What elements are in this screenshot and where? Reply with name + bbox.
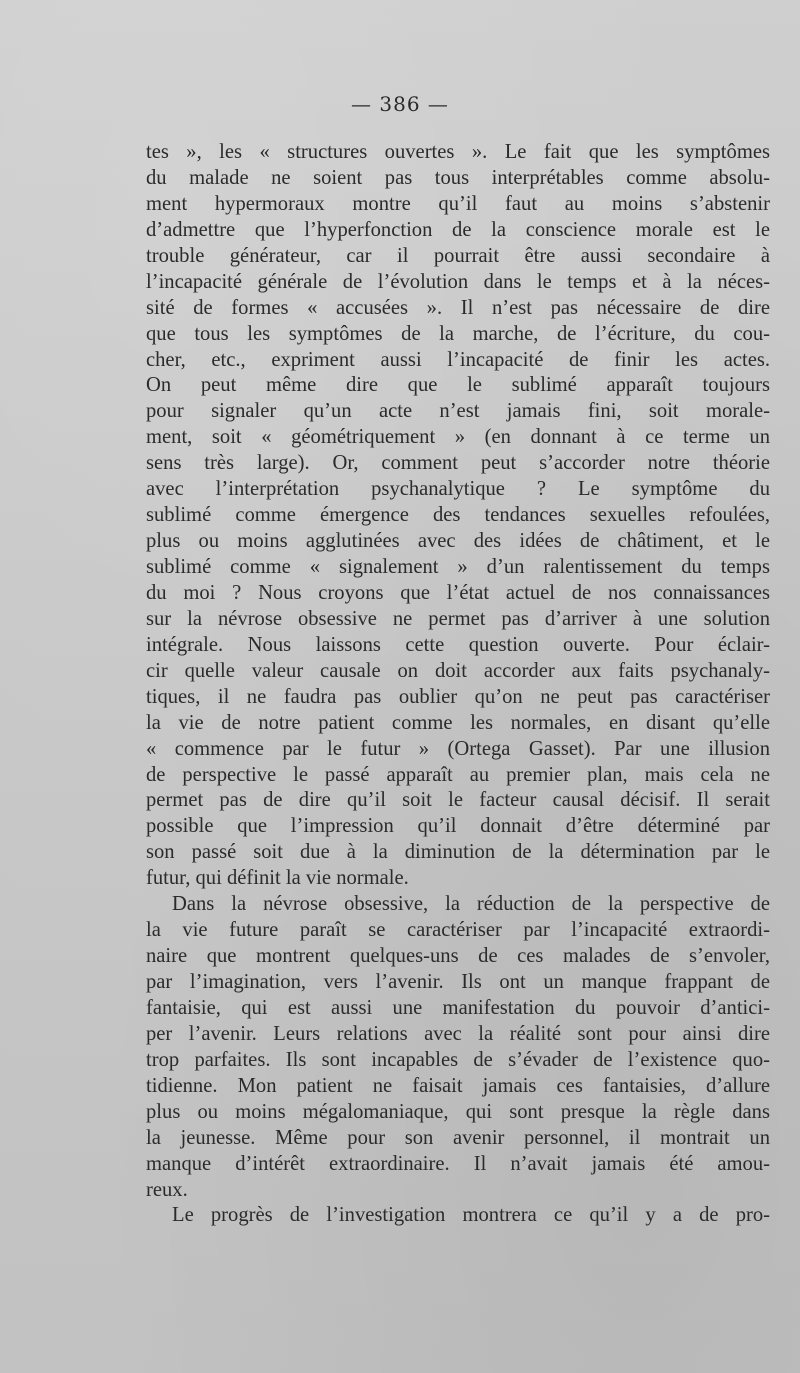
text-line: la vie future paraît se caractériser par l’incapacité extraordi- (146, 919, 770, 942)
text-line: de perspective le passé apparaît au premier plan, mais cela ne (146, 763, 770, 786)
text-line: per l’avenir. Leurs relations avec la réalité sont pour ainsi dire (146, 1022, 770, 1045)
text-line: cher, etc., expriment aussi l’incapacité de finir les actes. (146, 348, 770, 371)
text-line: sité de formes « accusées ». Il n’est pas nécessaire de dire (146, 296, 770, 319)
text-line: sur la névrose obsessive ne permet pas d’arriver à une solution (146, 607, 770, 630)
text-line: la vie de notre patient comme les normales, en disant qu’elle (146, 711, 770, 734)
text-line: la jeunesse. Même pour son avenir personnel, il montrait un (146, 1126, 770, 1149)
text-line: On peut même dire que le sublimé apparaît toujours (146, 374, 770, 397)
text-line: plus ou moins agglutinées avec des idées de châtiment, et le (146, 530, 770, 553)
text-line: plus ou moins mégalomaniaque, qui sont presque la règle dans (146, 1100, 770, 1123)
text-line: trouble générateur, car il pourrait être aussi secondaire à (146, 244, 770, 267)
body-text (146, 140, 770, 1229)
text-line: du malade ne soient pas tous interprétables comme absolu- (146, 166, 770, 189)
text-line: « commence par le futur » (Ortega Gasset). Par une illusion (146, 737, 770, 760)
text-line: Dans la névrose obsessive, la réduction de la perspective de (172, 893, 770, 916)
text-line: fantaisie, qui est aussi une manifestation du pouvoir d’antici- (146, 996, 770, 1019)
text-line: ment, soit « géométriquement » (en donnant à ce terme un (146, 426, 770, 449)
text-line: son passé soit due à la diminution de la détermination par le (146, 841, 770, 864)
text-line: naire que montrent quelques-uns de ces malades de s’envoler, (146, 945, 770, 968)
text-line: sens très large). Or, comment peut s’accorder notre théorie (146, 452, 770, 475)
text-line: intégrale. Nous laissons cette question ouverte. Pour éclair- (146, 633, 770, 656)
paragraph-1 (146, 140, 770, 892)
paragraph-3 (146, 1203, 770, 1229)
text-line: ment hypermoraux montre qu’il faut au moins s’abstenir (146, 192, 770, 215)
page-number: — 386 — (351, 92, 449, 116)
text-line: tiques, il ne faudra pas oublier qu’on ne peut pas caractériser (146, 685, 770, 708)
text-line: sublimé comme émergence des tendances sexuelles refoulées, (146, 504, 770, 527)
text-line: l’incapacité générale de l’évolution dans le temps et à la néces- (146, 270, 770, 293)
text-line: manque d’intérêt extraordinaire. Il n’avait jamais été amou- (146, 1152, 770, 1175)
text-line: permet pas de dire qu’il soit le facteur causal décisif. Il serait (146, 789, 770, 812)
text-line: futur, qui définit la vie normale. (146, 867, 409, 890)
text-line: sublimé comme « signalement » d’un ralentissement du temps (146, 556, 770, 578)
text-line: tidienne. Mon patient ne faisait jamais ces fantaisies, d’allure (146, 1074, 770, 1097)
text-line: reux. (146, 1178, 188, 1201)
text-line: que tous les symptômes de la marche, de l’écriture, du cou- (146, 322, 770, 345)
text-line: Le progrès de l’investigation montrera ce qu’il y a de pro- (172, 1204, 770, 1227)
text-line: cir quelle valeur causale on doit accorder aux faits psychanaly- (146, 659, 770, 682)
text-line: par l’imagination, vers l’avenir. Ils ont un manque frappant de (146, 971, 770, 993)
text-line: possible que l’impression qu’il donnait d’être déterminé par (146, 815, 770, 838)
text-line: tes », les « structures ouvertes ». Le fait que les symptômes (146, 141, 770, 163)
text-line: pour signaler qu’un acte n’est jamais fini, soit morale- (146, 400, 770, 423)
paragraph-2 (146, 892, 770, 1203)
text-line: du moi ? Nous croyons que l’état actuel de nos connaissances (146, 581, 770, 604)
text-line: d’admettre que l’hyperfonction de la conscience morale est le (146, 218, 770, 241)
text-line: trop parfaites. Ils sont incapables de s’évader de l’existence quo- (146, 1048, 770, 1071)
text-line: avec l’interprétation psychanalytique ? Le symptôme du (146, 478, 770, 501)
